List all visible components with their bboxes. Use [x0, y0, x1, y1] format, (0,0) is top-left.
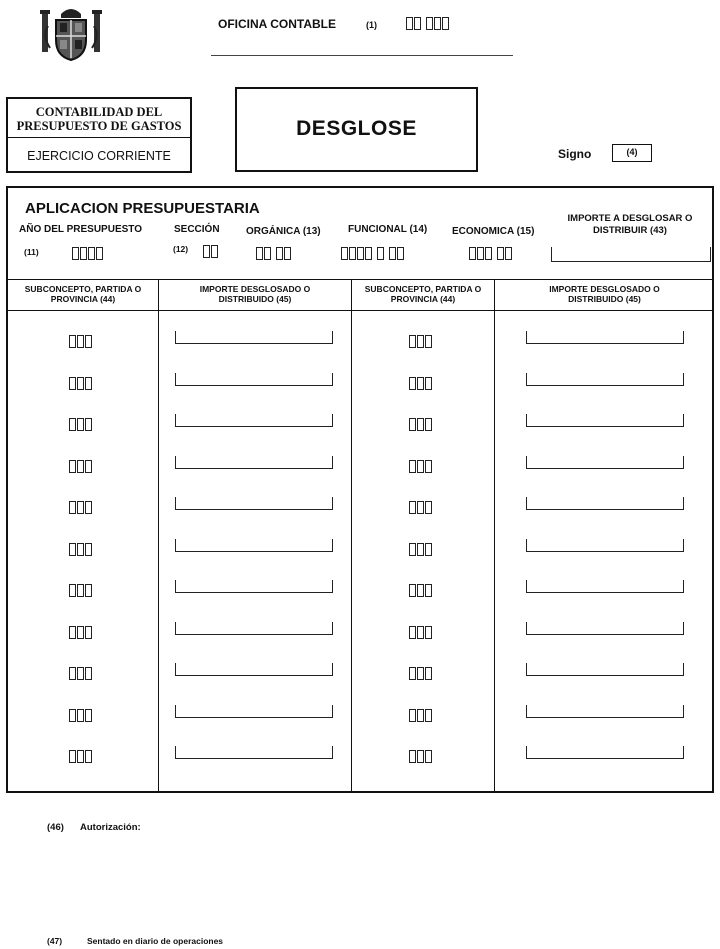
importe-field-right[interactable]	[526, 497, 684, 510]
importe-field-left[interactable]	[175, 497, 333, 510]
subconcepto-cells-left[interactable]	[69, 541, 93, 559]
autorizacion-label: Autorización:	[80, 822, 141, 833]
subconcepto-cells-left[interactable]	[69, 707, 93, 725]
oficina-contable-number: (1)	[366, 20, 377, 30]
importe-field-right[interactable]	[526, 539, 684, 552]
subconcepto-cells-right[interactable]	[409, 748, 433, 766]
aplicacion-title: APLICACION PRESUPUESTARIA	[25, 200, 260, 217]
subconcepto-cells-left[interactable]	[69, 458, 93, 476]
subconcepto-cells-right[interactable]	[409, 375, 433, 393]
seccion-number: (12)	[173, 244, 189, 254]
funcional-cells[interactable]	[341, 245, 405, 263]
subconcepto-cells-left[interactable]	[69, 624, 93, 642]
economica-label: ECONOMICA (15)	[452, 226, 535, 237]
oficina-contable-label: OFICINA CONTABLE	[218, 17, 336, 31]
importe-desglosar-label: IMPORTE A DESGLOSAR O DISTRIBUIR (43)	[567, 213, 693, 236]
importe-field-left[interactable]	[175, 539, 333, 552]
subconcepto-cells-left[interactable]	[69, 375, 93, 393]
subconcepto-cells-right[interactable]	[409, 333, 433, 351]
anio-cells[interactable]	[72, 245, 104, 263]
importe-desglosar-field[interactable]	[551, 247, 711, 262]
importe-field-right[interactable]	[526, 746, 684, 759]
importe-field-left[interactable]	[175, 705, 333, 718]
organica-label: ORGÁNICA (13)	[246, 226, 321, 237]
importe-field-left[interactable]	[175, 746, 333, 759]
subconcepto-cells-right[interactable]	[409, 499, 433, 517]
subconcepto-cells-left[interactable]	[69, 665, 93, 683]
importe-field-right[interactable]	[526, 414, 684, 427]
ejercicio-corriente-label: EJERCICIO CORRIENTE	[27, 149, 171, 163]
anio-number: (11)	[24, 247, 39, 257]
subconcepto-cells-right[interactable]	[409, 582, 433, 600]
importe-header-right: IMPORTE DESGLOSADO O DISTRIBUIDO (45)	[549, 284, 660, 304]
seccion-label: SECCIÓN	[174, 224, 220, 235]
importe-header-left: IMPORTE DESGLOSADO O DISTRIBUIDO (45)	[199, 284, 311, 304]
contabilidad-box	[6, 97, 192, 173]
importe-field-right[interactable]	[526, 705, 684, 718]
subconcepto-cells-right[interactable]	[409, 458, 433, 476]
subconcepto-cells-left[interactable]	[69, 499, 93, 517]
subconcepto-cells-right[interactable]	[409, 416, 433, 434]
subconcepto-cells-right[interactable]	[409, 541, 433, 559]
importe-field-left[interactable]	[175, 373, 333, 386]
importe-field-left[interactable]	[175, 580, 333, 593]
subconcepto-cells-left[interactable]	[69, 333, 93, 351]
anio-presupuesto-label: AÑO DEL PRESUPUESTO	[19, 224, 142, 235]
desglose-title-box	[235, 87, 478, 172]
importe-field-right[interactable]	[526, 456, 684, 469]
contabilidad-title: CONTABILIDAD DEL PRESUPUESTO DE GASTOS	[16, 105, 182, 133]
importe-field-right[interactable]	[526, 373, 684, 386]
subconcepto-cells-left[interactable]	[69, 582, 93, 600]
signo-label: Signo	[558, 147, 592, 161]
importe-field-right[interactable]	[526, 331, 684, 344]
oficina-contable-cells[interactable]	[406, 15, 450, 33]
signo-number: (4)	[626, 147, 638, 157]
subconcepto-cells-right[interactable]	[409, 624, 433, 642]
organica-cells[interactable]	[256, 245, 292, 263]
subconcepto-cells-left[interactable]	[69, 416, 93, 434]
subconcepto-header-right: SUBCONCEPTO, PARTIDA O PROVINCIA (44)	[364, 284, 482, 304]
page-title: DESGLOSE	[296, 117, 417, 140]
coat-of-arms-icon	[40, 6, 102, 62]
sentado-number: (47)	[47, 936, 63, 946]
importe-field-right[interactable]	[526, 663, 684, 676]
subconcepto-cells-right[interactable]	[409, 665, 433, 683]
funcional-label: FUNCIONAL (14)	[348, 224, 428, 235]
subconcepto-cells-right[interactable]	[409, 707, 433, 725]
oficina-underline	[211, 55, 513, 56]
economica-cells[interactable]	[469, 245, 513, 263]
importe-field-left[interactable]	[175, 663, 333, 676]
signo-field[interactable]	[612, 144, 652, 162]
sentado-label: Sentado en diario de operaciones	[87, 936, 224, 946]
subconcepto-cells-left[interactable]	[69, 748, 93, 766]
importe-field-left[interactable]	[175, 456, 333, 469]
importe-field-left[interactable]	[175, 414, 333, 427]
autorizacion-number: (46)	[47, 822, 64, 833]
importe-field-left[interactable]	[175, 622, 333, 635]
aplicacion-presupuestaria-form	[6, 186, 714, 793]
importe-field-right[interactable]	[526, 580, 684, 593]
importe-field-right[interactable]	[526, 622, 684, 635]
importe-field-left[interactable]	[175, 331, 333, 344]
seccion-cells[interactable]	[203, 243, 219, 261]
subconcepto-header-left: SUBCONCEPTO, PARTIDA O PROVINCIA (44)	[24, 284, 142, 304]
